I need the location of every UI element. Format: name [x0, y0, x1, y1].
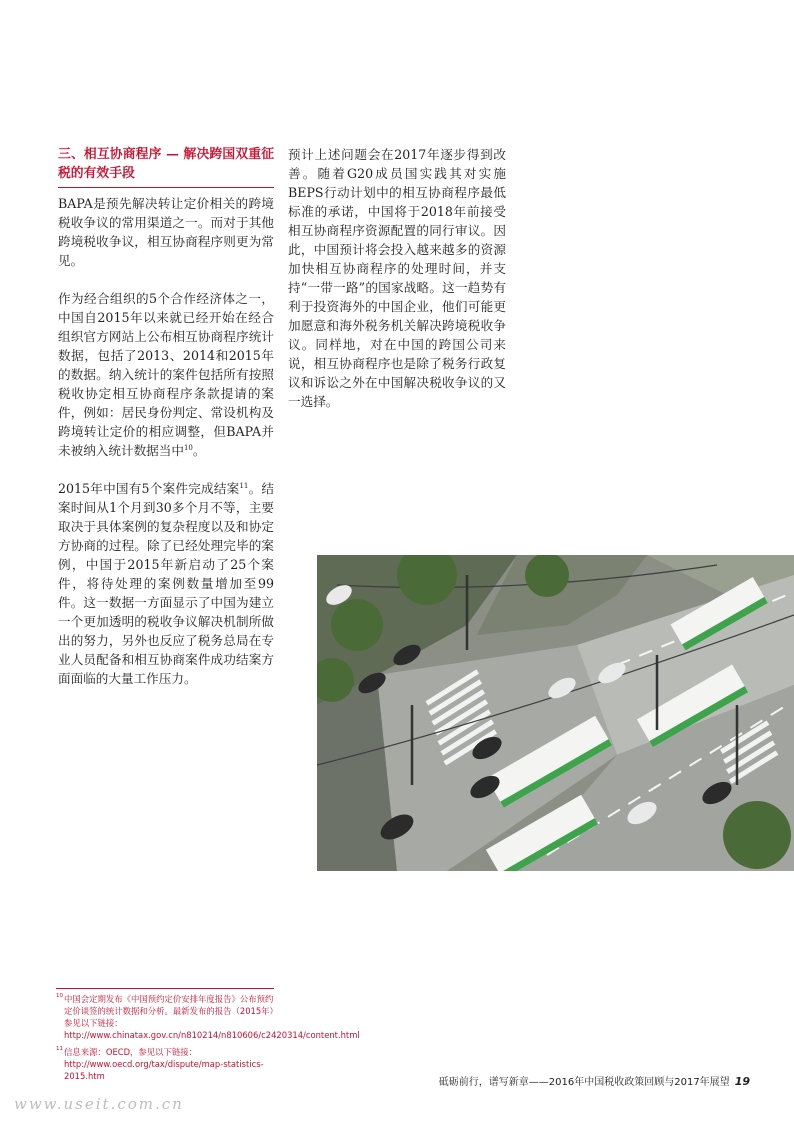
footnote-11 [56, 1046, 276, 1082]
heading-rule [58, 187, 274, 188]
footnotes [56, 988, 360, 1087]
footnote-ref-10[interactable]: 10 [183, 444, 193, 452]
paragraph-cases-rest: 。结案时间从1个月到30多个月不等，主要取决于具体案例的复杂程度以及和协定方协商的过程。除了已经处理完毕的案例，中国于2015年新启动了25个案件，将待处理的案例数量增加至99件。这一数据一方面显示了中国为建立一个更加透明的税收争议解决机制所做出的努力，另外也反应了税务总局在专业人员配备和相互协商案件成功结案方面面临的大量工作压力。 [58, 481, 274, 686]
paragraph-cases-start: 2015年中国有5个案件完成结案 [58, 481, 240, 496]
page-footer [439, 1073, 750, 1088]
street-intersection-photo [317, 555, 794, 871]
footnote-text: 中国会定期发布《中国预约定价安排年度报告》公布预约定价谈签的统计数据和分析。最新发布的报告（2015年）参见以下链接：http://www.chinatax.gov.cn/n810214/n810606/c2420314/content.html [64, 994, 360, 1040]
footnote-text: 信息来源：OECD，参见以下链接：http://www.oecd.org/tax/dispute/map-statistics-2015.htm [64, 1047, 264, 1081]
paragraph-bapa: BAPA是预先解决转让定价相关的跨境税收争议的常用渠道之一。而对于其他跨境税收争议，相互协商程序则更为常见。 [58, 196, 274, 268]
right-column [288, 145, 506, 430]
footnote-rule [56, 988, 274, 989]
paragraph-statistics [58, 289, 274, 460]
page-number: 19 [734, 1075, 750, 1088]
footnote-ref-11[interactable]: 11 [239, 482, 249, 490]
footnote-number: 11 [56, 1046, 63, 1052]
paragraph-statistics-text: 作为经合组织的5个合作经济体之一，中国自2015年以来就已经开始在经合组织官方网站上公布相互协商程序统计数据，包括了2013、2014和2015年的数据。纳入统计的案件包括所有按照税收协定相互协商程序条款提请的案件，例如：居民身份判定、常设机构及跨境转让定价的相应调整，但BAPA并未被纳入统计数据当中 [58, 291, 274, 458]
paragraph-statistics-end: 。 [192, 443, 206, 458]
footnote-10 [56, 993, 360, 1041]
left-column [58, 145, 274, 707]
paragraph-cases [58, 479, 274, 688]
paragraph-outlook: 预计上述问题会在2017年逐步得到改善。随着G20成员国实践其对实施BEPS行动计划中的相互协商程序最低标准的承诺，中国将于2018年前接受相互协商程序资源配置的同行审议。因此，中国预计将会投入越来越多的资源加快相互协商程序的处理时间，并支持“一带一路”的国家战略。这一趋势有利于投资海外的中国企业，他们可能更加愿意和海外税务机关解决跨境税收争议。同样地，对在中国的跨国公司来说，相互协商程序也是除了税务行政复议和诉讼之外在中国解决税收争议的又一选择。 [288, 147, 506, 409]
footer-title: 砥砺前行，谱写新章——2016年中国税收政策回顾与2017年展望 [438, 1077, 730, 1088]
photo-illustration [317, 555, 794, 871]
watermark: www.useit.com.cn [14, 1095, 184, 1113]
section-heading: 三、相互协商程序 — 解决跨国双重征税的有效手段 [58, 147, 274, 181]
footnote-number: 10 [56, 993, 63, 999]
